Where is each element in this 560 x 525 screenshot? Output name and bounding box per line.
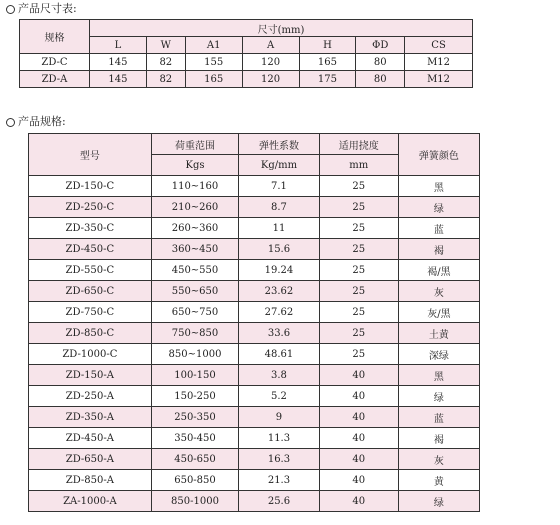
size-table: [19, 19, 473, 88]
spec-model-cell: ZA-1000-A: [29, 491, 152, 512]
table-row: [20, 54, 473, 71]
spec-color-cell: 黄: [398, 470, 479, 491]
table-row: [29, 386, 480, 407]
spec-load-cell: 210~260: [151, 197, 239, 218]
spec-color-cell: 蓝: [398, 407, 479, 428]
spec-color-cell: 黑: [398, 365, 479, 386]
spec-deflection-cell: 25: [319, 176, 398, 197]
table-row: [29, 239, 480, 260]
table-row: [20, 71, 473, 88]
size-column-header: A1: [185, 37, 242, 54]
spec-header-color: 弹簧颜色: [398, 134, 479, 176]
spec-color-cell: 灰: [398, 281, 479, 302]
spec-color-cell: 绿: [398, 491, 479, 512]
spec-color-cell: 灰/黑: [398, 302, 479, 323]
spec-deflection-cell: 25: [319, 197, 398, 218]
size-cell: 165: [185, 71, 242, 88]
spec-color-cell: 绿: [398, 197, 479, 218]
spec-spring-cell: 23.62: [239, 281, 319, 302]
spec-deflection-cell: 25: [319, 344, 398, 365]
spec-model-cell: ZD-750-C: [29, 302, 152, 323]
spec-model-cell: ZD-650-C: [29, 281, 152, 302]
spec-load-cell: 450~550: [151, 260, 239, 281]
circle-bullet-icon: [6, 5, 15, 14]
spec-deflection-cell: 25: [319, 218, 398, 239]
spec-spring-cell: 19.24: [239, 260, 319, 281]
spec-deflection-cell: 40: [319, 449, 398, 470]
size-cell: 145: [90, 54, 147, 71]
size-column-header: W: [146, 37, 185, 54]
spec-deflection-cell: 25: [319, 302, 398, 323]
size-cell: 175: [299, 71, 356, 88]
spec-color-cell: 土黄: [398, 323, 479, 344]
spec-load-cell: 260~360: [151, 218, 239, 239]
spec-spring-cell: 9: [239, 407, 319, 428]
spec-color-cell: 褐: [398, 239, 479, 260]
size-column-header: CS: [405, 37, 473, 54]
spec-header-deflection: 适用挠度: [319, 134, 398, 155]
size-section-title-text: 产品尺寸表:: [18, 2, 77, 15]
table-row: [29, 365, 480, 386]
spec-spring-cell: 11: [239, 218, 319, 239]
spec-load-cell: 650~750: [151, 302, 239, 323]
spec-color-cell: 褐/黑: [398, 260, 479, 281]
spec-color-cell: 灰: [398, 449, 479, 470]
size-row-name: ZD-A: [20, 71, 90, 88]
spec-spring-cell: 25.6: [239, 491, 319, 512]
spec-load-cell: 110~160: [151, 176, 239, 197]
spec-color-cell: 褐: [398, 428, 479, 449]
spec-color-cell: 黑: [398, 176, 479, 197]
size-cell: 80: [356, 71, 405, 88]
spec-spring-cell: 7.1: [239, 176, 319, 197]
spec-deflection-cell: 40: [319, 470, 398, 491]
spec-load-cell: 360~450: [151, 239, 239, 260]
spec-model-cell: ZD-150-A: [29, 365, 152, 386]
table-row: [29, 302, 480, 323]
table-row: [29, 218, 480, 239]
table-row: [29, 428, 480, 449]
table-row: [29, 197, 480, 218]
size-cell: 82: [146, 71, 185, 88]
spec-deflection-cell: 40: [319, 491, 398, 512]
spec-spring-cell: 5.2: [239, 386, 319, 407]
size-cell: 82: [146, 54, 185, 71]
size-cell: 155: [185, 54, 242, 71]
spec-header-model: 型号: [29, 134, 152, 176]
spec-load-cell: 750~850: [151, 323, 239, 344]
spec-model-cell: ZD-350-C: [29, 218, 152, 239]
size-cell: 145: [90, 71, 147, 88]
size-header-dims: 尺寸(mm): [90, 20, 473, 37]
spec-model-cell: ZD-650-A: [29, 449, 152, 470]
spec-load-cell: 100-150: [151, 365, 239, 386]
table-row: [29, 407, 480, 428]
spec-model-cell: ZD-850-C: [29, 323, 152, 344]
spec-header-spring-unit: Kg/mm: [239, 155, 319, 176]
spec-deflection-cell: 40: [319, 428, 398, 449]
spec-spring-cell: 27.62: [239, 302, 319, 323]
spec-header-load-unit: Kgs: [151, 155, 239, 176]
spec-header-deflection-unit: mm: [319, 155, 398, 176]
size-section-title: [6, 2, 77, 16]
table-row: [29, 260, 480, 281]
size-cell: 120: [242, 54, 299, 71]
spec-spring-cell: 8.7: [239, 197, 319, 218]
spec-spring-cell: 15.6: [239, 239, 319, 260]
spec-section-title-text: 产品规格:: [18, 115, 66, 128]
spec-model-cell: ZD-450-C: [29, 239, 152, 260]
spec-deflection-cell: 25: [319, 239, 398, 260]
spec-load-cell: 850~1000: [151, 344, 239, 365]
spec-section-title: [6, 115, 66, 129]
spec-load-cell: 450-650: [151, 449, 239, 470]
spec-spring-cell: 16.3: [239, 449, 319, 470]
size-row-name: ZD-C: [20, 54, 90, 71]
spec-load-cell: 650-850: [151, 470, 239, 491]
table-row: [29, 281, 480, 302]
spec-spring-cell: 21.3: [239, 470, 319, 491]
spec-header-spring: 弹性系数: [239, 134, 319, 155]
table-row: [29, 323, 480, 344]
spec-deflection-cell: 40: [319, 365, 398, 386]
size-cell: 80: [356, 54, 405, 71]
spec-load-cell: 850-1000: [151, 491, 239, 512]
spec-color-cell: 深绿: [398, 344, 479, 365]
size-cell: 165: [299, 54, 356, 71]
spec-model-cell: ZD-550-C: [29, 260, 152, 281]
size-cell: M12: [405, 71, 473, 88]
size-column-header: H: [299, 37, 356, 54]
spec-model-cell: ZD-450-A: [29, 428, 152, 449]
spec-color-cell: 绿: [398, 386, 479, 407]
spec-color-cell: 蓝: [398, 218, 479, 239]
spec-deflection-cell: 40: [319, 386, 398, 407]
spec-model-cell: ZD-250-C: [29, 197, 152, 218]
table-row: [29, 491, 480, 512]
size-header-spec: 规格: [20, 20, 90, 54]
circle-bullet-icon: [6, 118, 15, 127]
spec-model-cell: ZD-850-A: [29, 470, 152, 491]
spec-load-cell: 150-250: [151, 386, 239, 407]
spec-table: [28, 133, 480, 512]
spec-spring-cell: 33.6: [239, 323, 319, 344]
spec-deflection-cell: 40: [319, 407, 398, 428]
spec-spring-cell: 11.3: [239, 428, 319, 449]
table-row: [29, 176, 480, 197]
spec-model-cell: ZD-250-A: [29, 386, 152, 407]
table-row: [29, 449, 480, 470]
size-column-header: A: [242, 37, 299, 54]
table-row: [29, 470, 480, 491]
spec-load-cell: 350-450: [151, 428, 239, 449]
spec-model-cell: ZD-350-A: [29, 407, 152, 428]
spec-spring-cell: 3.8: [239, 365, 319, 386]
size-cell: 120: [242, 71, 299, 88]
spec-load-cell: 250-350: [151, 407, 239, 428]
spec-deflection-cell: 25: [319, 281, 398, 302]
spec-spring-cell: 48.61: [239, 344, 319, 365]
size-cell: M12: [405, 54, 473, 71]
table-row: [29, 344, 480, 365]
size-column-header: L: [90, 37, 147, 54]
size-column-header: ΦD: [356, 37, 405, 54]
spec-deflection-cell: 25: [319, 323, 398, 344]
spec-model-cell: ZD-150-C: [29, 176, 152, 197]
spec-load-cell: 550~650: [151, 281, 239, 302]
spec-model-cell: ZD-1000-C: [29, 344, 152, 365]
spec-deflection-cell: 25: [319, 260, 398, 281]
spec-header-load: 荷重范围: [151, 134, 239, 155]
